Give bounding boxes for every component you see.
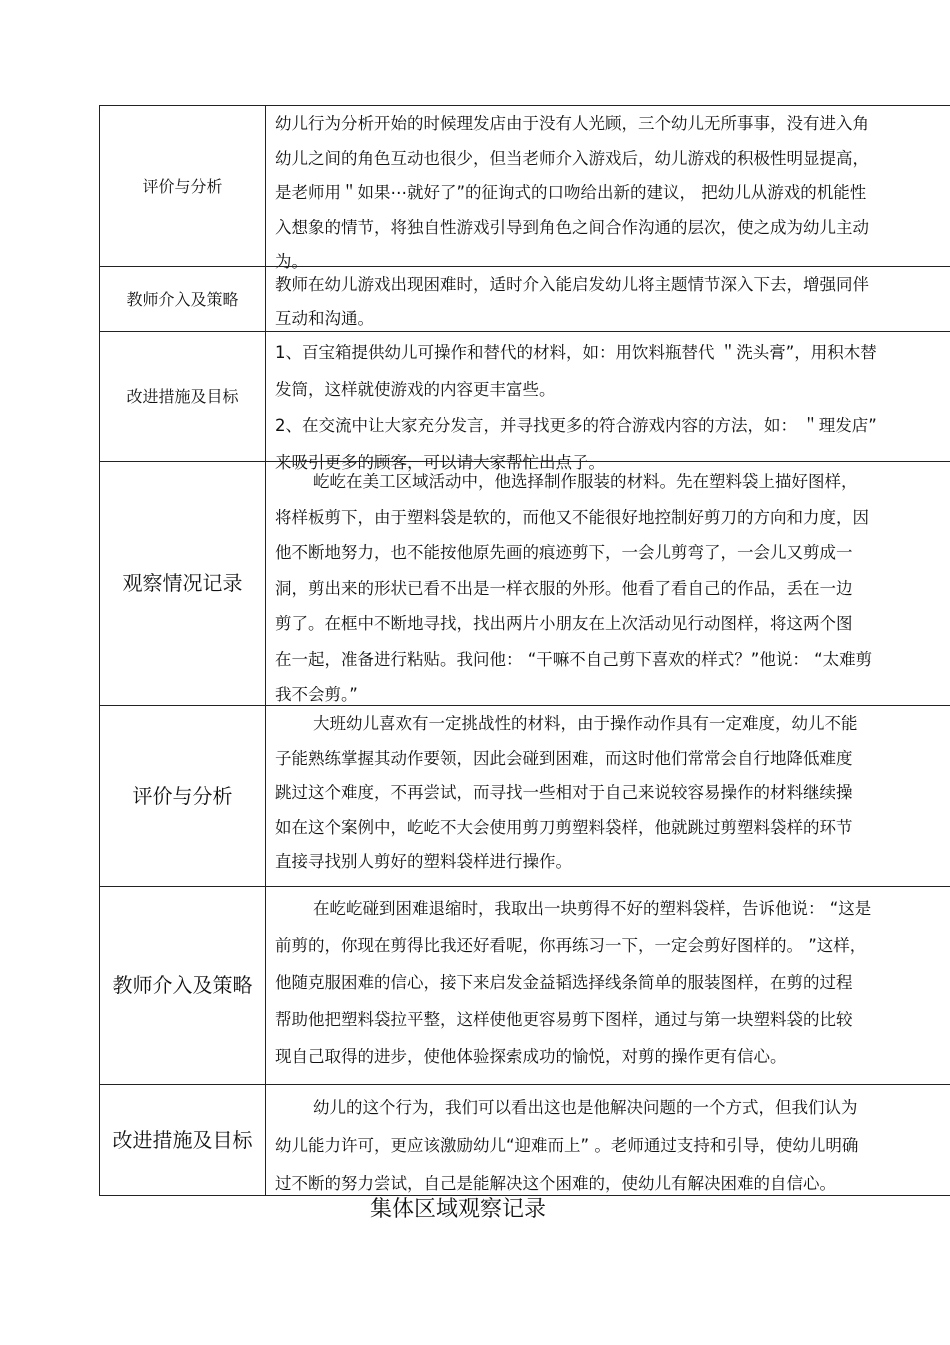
content-line: 洞，剪出来的形状已看不出是一样衣服的外形。他看了看自己的作品，丢在一边 bbox=[275, 578, 853, 598]
content-line: 将样板剪下，由于塑料袋是软的，而他又不能很好地控制好剪刀的方向和力度，因 bbox=[275, 507, 869, 527]
row-label-text: 教师介入及策略 bbox=[126, 289, 239, 309]
row-label-text: 观察情况记录 bbox=[122, 571, 243, 595]
row-label bbox=[99, 106, 266, 266]
row-content bbox=[275, 267, 950, 335]
table-row bbox=[99, 886, 950, 1084]
row-content bbox=[275, 106, 950, 279]
observation-table bbox=[99, 105, 950, 1196]
content-line: 教师在幼儿游戏出现困难时，适时介入能启发幼儿将主题情节深入下去，增强同伴 bbox=[275, 275, 869, 294]
content-line: 幼儿行为分析开始的时候理发店由于没有人光顾，三个幼儿无所事事，没有进入角 bbox=[275, 114, 869, 133]
table-row bbox=[99, 266, 950, 331]
content-line: 在屹屹碰到困难退缩时，我取出一块剪得不好的塑料袋样，告诉他说： “这是 bbox=[313, 899, 872, 918]
content-line: 1、百宝箱提供幼儿可操作和替代的材料，如：用饮料瓶替代 ＂洗头膏”，用积木替 bbox=[275, 343, 877, 362]
content-line: 为。 bbox=[275, 252, 308, 271]
content-line: 跳过这个难度，不再尝试，而寻找一些相对于自己来说较容易操作的材料继续操 bbox=[275, 783, 853, 802]
row-label-text: 教师介入 bbox=[112, 973, 193, 997]
content-line: 是老师用＂如果⋯就好了”的征询式的口吻给出新的建议， 把幼儿从游戏的机能性 bbox=[275, 183, 867, 202]
content-line: 如在这个案例中，屹屹不大会使用剪刀剪塑料袋样，他就跳过剪塑料袋样的环节 bbox=[275, 817, 853, 837]
table-row bbox=[99, 105, 950, 271]
row-label bbox=[99, 887, 266, 1084]
row-label-text: 评价与分析 bbox=[142, 176, 223, 196]
row-label bbox=[99, 267, 266, 331]
content-line: 他不断地努力，也不能按他原先画的痕迹剪下，一会儿剪弯了，一会儿又剪成一 bbox=[275, 543, 853, 562]
content-line: 现自己取得的进步，使他体验探索成功的愉悦，对剪的操作更有信心。 bbox=[275, 1047, 787, 1066]
row-content bbox=[275, 887, 950, 1072]
row-label-text: 及目标 bbox=[192, 1127, 253, 1152]
content-line: 直接寻找别人剪好的塑料袋样进行操作。 bbox=[275, 852, 572, 871]
table-row bbox=[99, 461, 950, 705]
table-row bbox=[99, 331, 950, 472]
table-row bbox=[99, 705, 950, 886]
content-line: 剪了。在框中不断地寻找，找出两片小朋友在上次活动见行动图样，将这两个图 bbox=[275, 614, 853, 633]
content-line: 入想象的情节，将独自性游戏引导到角色之间合作沟通的层次，使之成为幼儿主动 bbox=[275, 217, 869, 237]
content-line: 来吸引更多的顾客，可以请大家帮忙出点子。 bbox=[275, 452, 605, 472]
row-label-text: 评价与分析 bbox=[132, 783, 233, 808]
content-line: 大班幼儿喜欢有一定挑战性的材料，由于操作动作具有一定难度，幼儿不能 bbox=[313, 714, 858, 733]
row-content bbox=[275, 462, 950, 711]
table-row bbox=[99, 1084, 950, 1196]
row-label-text: 及策略 bbox=[192, 973, 253, 997]
content-line: 在一起，准备进行粘贴。我问他： “干嘛不自己剪下喜欢的样式？”他说： “太难剪 bbox=[275, 649, 873, 669]
content-line: 2、在交流中让大家充分发言，并寻找更多的符合游戏内容的方法，如： ＂理发店” bbox=[275, 416, 877, 435]
row-label bbox=[99, 706, 266, 886]
content-line: 帮助他把塑料袋拉平整，这样使他更容易剪下图样，通过与第一块塑料袋的比较 bbox=[275, 1010, 853, 1029]
content-line: 前剪的，你现在剪得比我还好看呢，你再练习一下，一定会剪好图样的。 ”这样， bbox=[275, 936, 867, 955]
content-line: 幼儿能力许可，更应该激励幼儿“迎难而上” 。老师通过支持和引导，使幼儿明确 bbox=[275, 1136, 859, 1155]
content-line: 我不会剪。” bbox=[275, 685, 358, 704]
content-line: 他随克服困难的信心，接下来启发金益韬选择线条简单的服装图样，在剪的过程 bbox=[275, 973, 853, 992]
content-line: 过不断的努力尝试，自己是能解决这个困难的，使幼儿有解决困难的自信心。 bbox=[275, 1174, 836, 1193]
content-line: 幼儿的这个行为，我们可以看出这也是他解决问题的一个方式，但我们认为 bbox=[313, 1098, 858, 1117]
row-label-text: 改进措施及目标 bbox=[126, 387, 239, 406]
row-label bbox=[99, 332, 266, 461]
row-label-text: 改进措施 bbox=[112, 1127, 193, 1152]
row-label bbox=[99, 462, 266, 705]
content-line: 互动和沟通。 bbox=[275, 309, 374, 328]
content-line: 屹屹在美工区域活动中，他选择制作服装的材料。先在塑料袋上描好图样， bbox=[313, 472, 858, 491]
section-caption: 集体区域观察记录 bbox=[370, 1197, 547, 1222]
row-content bbox=[275, 332, 950, 478]
row-label bbox=[99, 1085, 266, 1195]
row-content bbox=[275, 1085, 950, 1199]
content-line: 子能熟练掌握其动作要领，因此会碰到困难，而这时他们常常会自行地降低难度 bbox=[275, 748, 853, 768]
content-line: 发筒，这样就使游戏的内容更丰富些。 bbox=[275, 379, 556, 399]
content-line: 幼儿之间的角色互动也很少，但当老师介入游戏后，幼儿游戏的积极性明显提高， bbox=[275, 148, 869, 168]
row-content bbox=[275, 706, 950, 879]
